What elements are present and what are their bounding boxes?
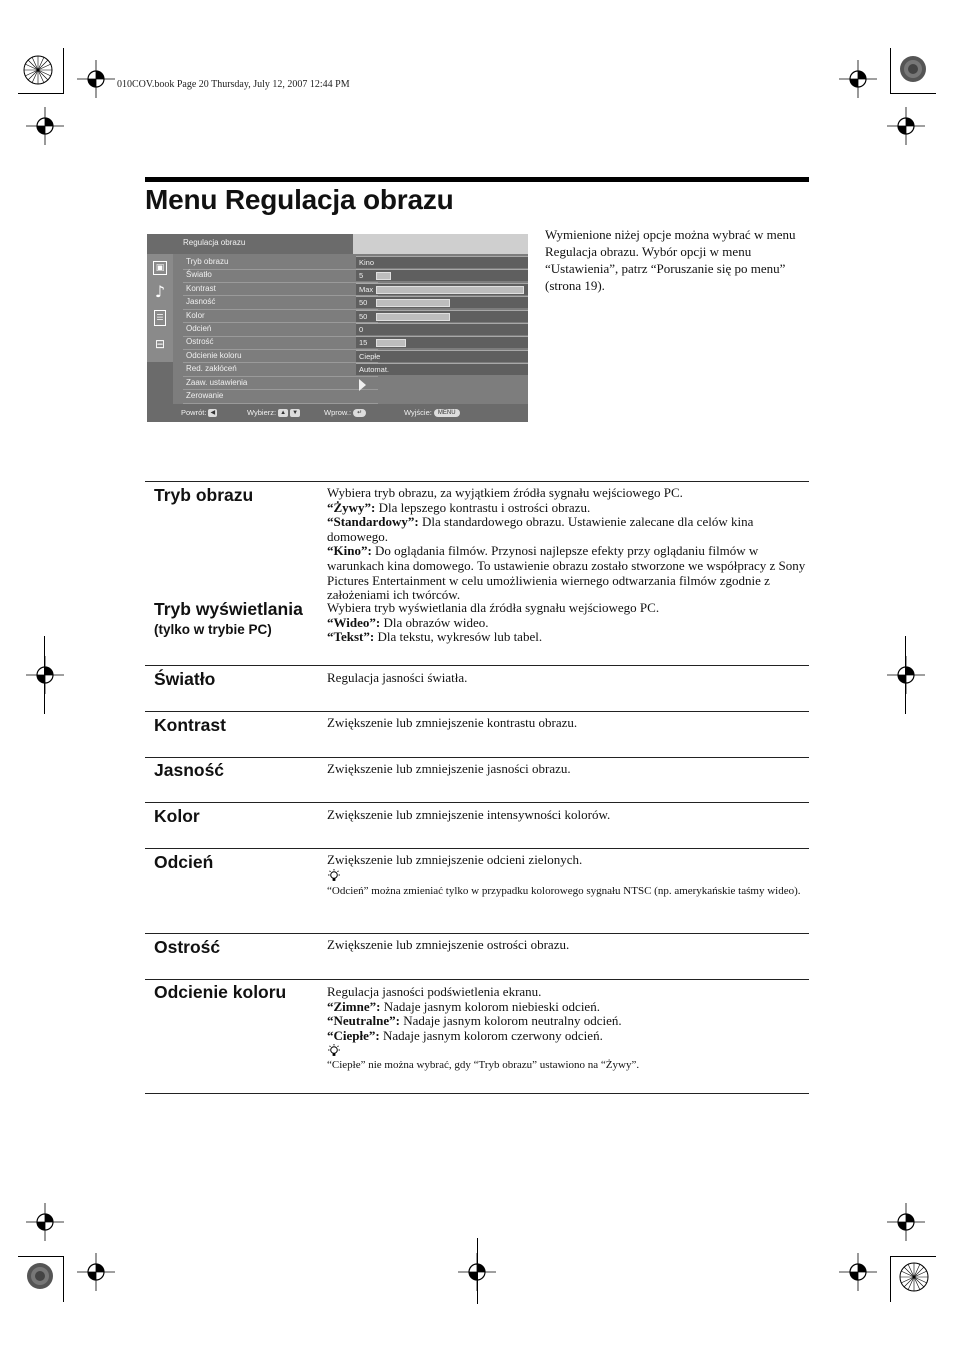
table-rule: [145, 481, 809, 482]
term-ostrosc: Ostrość: [154, 937, 221, 957]
term-odcienie-koloru: Odcienie koloru: [154, 982, 287, 1002]
table-rule: [145, 848, 809, 849]
down-arrow-icon: ▼: [292, 410, 299, 417]
tv-menu-item[interactable]: Światło: [186, 270, 212, 280]
option-text: Do oglądania filmów. Przynosi najlepsze efekty przy oglądaniu filmów w warunkach kina domowego. To ustawienie obrazu zostało stworzone we współpracy z Sony Pictures Entertainment w celu umożliwienia wiernego odtwarzania filmów zgodnie z założeniami ich twórców.: [327, 543, 806, 603]
crop-mark: [63, 1256, 64, 1302]
option-kino: [327, 544, 807, 602]
color-target-icon: [899, 55, 927, 83]
crop-mark: [18, 1256, 64, 1257]
footer-enter: [324, 408, 366, 417]
term-odcien: Odcień: [154, 852, 214, 872]
tv-menu-footer: [147, 404, 528, 422]
crop-mark: [44, 636, 45, 714]
footer-back-label: Powrót:: [181, 408, 207, 417]
tv-menu-item[interactable]: Zerowanie: [186, 391, 224, 400]
tv-menu-item[interactable]: Tryb obrazu: [186, 257, 229, 266]
crop-mark: [890, 93, 936, 94]
option-key: “Żywy”:: [327, 499, 376, 515]
table-rule: [145, 1093, 809, 1094]
registration-mark-icon: [77, 60, 115, 98]
tv-menu-item[interactable]: Zaaw. ustawienia: [186, 377, 248, 387]
tv-menu-level-bar: [376, 339, 406, 347]
back-arrow-icon: ◀: [210, 410, 216, 417]
desc-kolor: Zwiększenie lub zmniejszenie intensywności kolorów.: [327, 807, 611, 822]
enter-key-icon: ↵: [353, 409, 366, 417]
option-zywy: [327, 501, 807, 516]
option-text: Nadaje jasnym kolorom czerwony odcień.: [379, 1027, 603, 1043]
settings-list-icon[interactable]: ☰: [154, 310, 166, 326]
registration-mark-icon: [26, 107, 64, 145]
tv-menu-value: [356, 310, 528, 322]
color-target-icon: [26, 1262, 54, 1290]
desc-tryb-wyswietlania: [327, 601, 807, 645]
tv-menu-item[interactable]: Red. zakłóceń: [186, 364, 237, 374]
tv-menu-value-text: Automat.: [359, 365, 390, 375]
tv-menu-value-text: Ciepłe: [359, 351, 381, 361]
footer-back: [181, 408, 217, 417]
desc-ostrosc: Zwiększenie lub zmniejszenie ostrości obrazu.: [327, 937, 570, 952]
option-text: Dla tekstu, wykresów lub tabel.: [374, 629, 543, 645]
tv-menu-value-text: 50: [359, 311, 368, 321]
option-key: “Neutralne”:: [327, 1013, 400, 1029]
term-swiatlo: Światło: [154, 669, 216, 689]
option-standardowy: [327, 515, 807, 544]
desc-odcienie-koloru: [327, 985, 807, 1043]
tv-menu-item[interactable]: Jasność: [186, 297, 216, 307]
option-key: “Tekst”:: [327, 629, 375, 645]
table-rule: [145, 665, 809, 666]
print-header: 010COV.book Page 20 Thursday, July 12, 2007 12:44 PM: [117, 79, 350, 90]
tv-menu-value-text: 15: [359, 338, 368, 348]
option-cieple: [327, 1029, 807, 1044]
picture-icon[interactable]: ▣: [153, 261, 167, 275]
option-text: Dla lepszego kontrastu i ostrości obrazu.: [375, 499, 591, 515]
term-jasnosc: Jasność: [154, 760, 225, 780]
tv-menu-item[interactable]: Ostrość: [186, 337, 214, 347]
tv-menu-level-bar: [376, 286, 524, 294]
tv-menu-value: [356, 323, 528, 335]
tv-menu-sidebar: [147, 254, 173, 362]
option-wideo: [327, 616, 807, 631]
tv-menu-value: [356, 256, 528, 268]
table-rule: [145, 802, 809, 803]
tv-menu-value: [356, 363, 528, 375]
option-text: Dla obrazów wideo.: [380, 614, 489, 630]
option-key: “Wideo”:: [327, 614, 381, 630]
up-arrow-icon: ▲: [280, 410, 287, 417]
tv-menu-level-bar: [376, 299, 450, 307]
term-kolor: Kolor: [154, 806, 200, 826]
desc-odcien: Zwiększenie lub zmniejszenie odcieni zielonych.: [327, 852, 583, 867]
desc-kontrast: Zwiększenie lub zmniejszenie kontrastu obrazu.: [327, 715, 578, 730]
tv-menu-value: [356, 296, 528, 308]
table-rule: [145, 711, 809, 712]
option-key: “Ciepłe”:: [327, 1027, 380, 1043]
registration-mark-icon: [887, 1203, 925, 1241]
option-text: Nadaje jasnym kolorom niebieski odcień.: [380, 998, 600, 1014]
option-neutralne: [327, 1014, 807, 1029]
registration-mark-icon: [887, 656, 925, 694]
tv-menu-item[interactable]: Odcień: [186, 324, 212, 333]
crop-mark: [890, 48, 891, 94]
lightbulb-tip-icon: [327, 869, 341, 883]
registration-mark-icon: [77, 1253, 115, 1291]
tv-menu-value-text: 5: [359, 271, 364, 281]
crop-mark: [63, 48, 64, 94]
term-tryb-obrazu: Tryb obrazu: [154, 485, 254, 505]
option-zimne: [327, 1000, 807, 1015]
option-text: Dla standardowego obrazu. Ustawienie zalecane dla celów kina domowego.: [327, 514, 754, 544]
tv-menu-titlebar: [147, 234, 353, 255]
tv-menu-value-text: Max: [359, 284, 374, 294]
tv-menu-screen: [147, 234, 528, 422]
note-odcien: “Odcień” można zmieniać tylko w przypadku kolorowego sygnału NTSC (np. amerykańskie taśmy wideo).: [327, 885, 801, 897]
starburst-target-icon: [899, 1262, 929, 1292]
menu-key: MENU: [434, 409, 460, 417]
registration-mark-icon: [26, 656, 64, 694]
table-rule: [145, 757, 809, 758]
desc-line: Regulacja jasności podświetlenia ekranu.: [327, 984, 542, 999]
intro-paragraph: Wymienione niżej opcje można wybrać w menu Regulacja obrazu. Wybór opcji w menu “Ustawienia”, patrz “Poruszanie się po menu” (strona 19).: [545, 227, 796, 293]
option-text: Nadaje jasnym kolorom neutralny odcień.: [399, 1013, 622, 1029]
tv-menu-value: [356, 283, 528, 295]
term-tryb-wyswietlania: Tryb wyświetlania: [154, 599, 303, 619]
tv-menu-title: Regulacja obrazu: [183, 238, 246, 247]
tv-menu-value: [356, 269, 528, 281]
lightbulb-tip-icon: [327, 1044, 341, 1058]
tv-menu-level-bar: [376, 272, 391, 280]
registration-mark-icon: [887, 107, 925, 145]
submenu-arrow-icon[interactable]: [359, 379, 366, 391]
tv-menu-value: [356, 336, 528, 348]
footer-enter-label: Wprow.:: [324, 408, 352, 417]
term-tryb-wyswietlania-sub: (tylko w trybie PC): [154, 622, 272, 637]
table-rule: [145, 979, 809, 980]
tv-menu-item[interactable]: Kontrast: [186, 283, 216, 293]
footer-exit-label: Wyjście:: [404, 408, 432, 417]
note-odcienie-koloru: “Ciepłe” nie można wybrać, gdy “Tryb obrazu” ustawiono na “Żywy”.: [327, 1059, 640, 1071]
tv-menu-level-bar: [376, 313, 450, 321]
crop-mark: [890, 1256, 891, 1302]
crop-mark: [905, 636, 906, 714]
title-rule: [145, 177, 809, 182]
crop-mark: [890, 1256, 936, 1257]
tv-menu-value-text: Kino: [359, 258, 375, 267]
desc-swiatlo: Regulacja jasności światła.: [327, 670, 468, 685]
tv-menu-item[interactable]: Odcienie koloru: [186, 350, 242, 360]
music-note-icon[interactable]: ♪: [154, 282, 166, 301]
desc-line: Wybiera tryb obrazu, za wyjątkiem źródła sygnału wejściowego PC.: [327, 485, 683, 500]
tv-menu-item[interactable]: Kolor: [186, 310, 205, 320]
starburst-target-icon: [23, 55, 53, 85]
crop-mark: [477, 1238, 478, 1304]
registration-mark-icon: [26, 1203, 64, 1241]
option-key: “Standardowy”:: [327, 514, 419, 530]
registration-mark-icon: [839, 1253, 877, 1291]
registration-mark-icon: [839, 60, 877, 98]
desc-line: Wybiera tryb wyświetlania dla źródła sygnału wejściowego PC.: [327, 600, 660, 615]
term-kontrast: Kontrast: [154, 715, 226, 735]
footer-select: [247, 408, 300, 417]
option-key: “Kino”:: [327, 543, 372, 559]
tv-menu-value-text: 50: [359, 298, 368, 308]
option-key: “Zimne”:: [327, 998, 381, 1014]
desc-jasnosc: Zwiększenie lub zmniejszenie jasności obrazu.: [327, 761, 571, 776]
footer-exit: [404, 408, 460, 417]
footer-select-label: Wybierz:: [247, 408, 277, 417]
option-tekst: [327, 630, 807, 645]
crop-mark: [18, 93, 64, 94]
table-rule: [145, 933, 809, 934]
tv-menu-value: [356, 350, 528, 362]
toolbox-icon[interactable]: ⊟: [154, 337, 166, 351]
desc-tryb-obrazu: [327, 486, 807, 603]
tv-menu-value-text: 0: [359, 325, 364, 334]
page-title: Menu Regulacja obrazu: [145, 184, 454, 215]
